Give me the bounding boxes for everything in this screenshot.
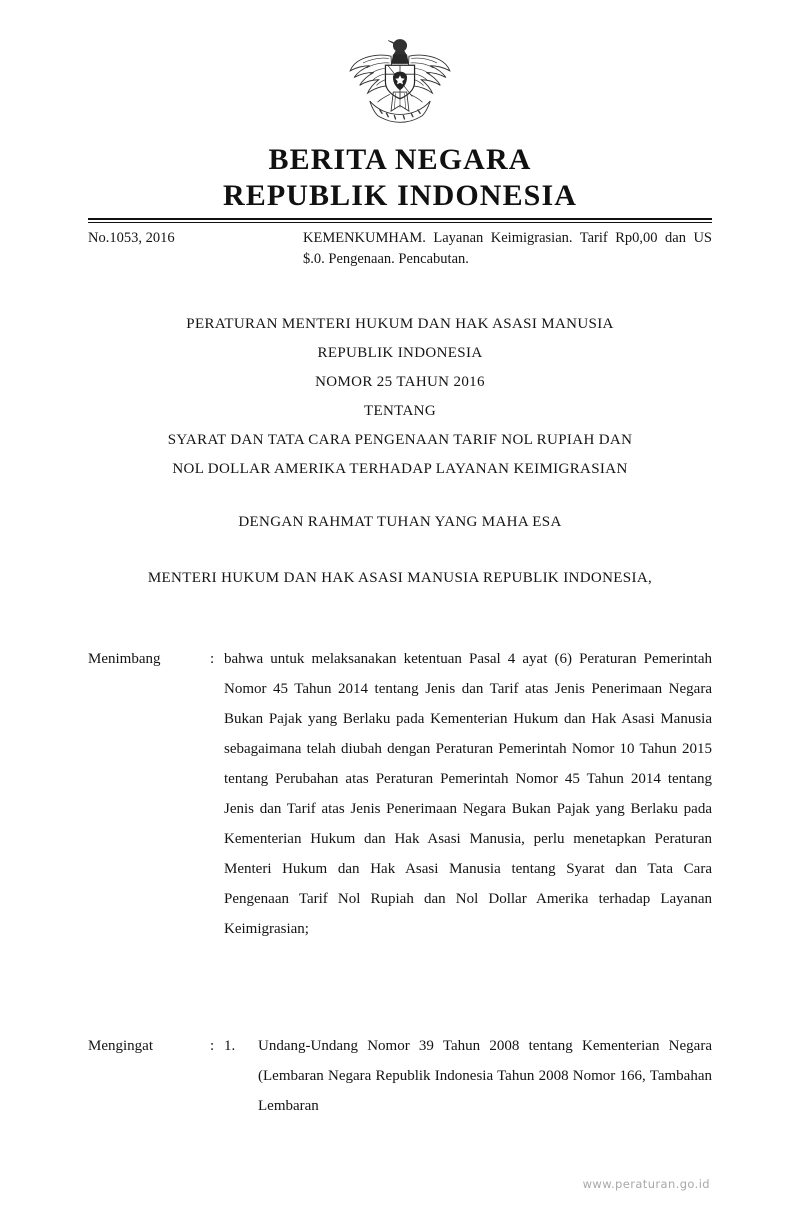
- header-divider: [88, 218, 712, 223]
- title-line-2: REPUBLIK INDONESIA: [317, 345, 483, 361]
- clause-menimbang-body: bahwa untuk melaksanakan ketentuan Pasal 4 ayat (6) Peraturan Pemerintah Nomor 45 Tahun 2014 tentang Jenis dan Tarif atas Jenis Penerimaan Negara Bukan Pajak yang Berlaku pada Kementerian Hukum dan Hak Asasi Manusia sebagaimana telah diubah dengan Peraturan Pemerintah Nomor 10 Tahun 2015 tentang Perubahan atas Peraturan Pemerintah Nomor 45 Tahun 2014 tentang Jenis dan Tarif atas Jenis Penerimaan Negara Bukan Pajak yang Berlaku pada Kementerian Hukum dan Hak Asasi Manusia, perlu menetapkan Peraturan Menteri Hukum dan Hak Asasi Manusia tentang Syarat dan Tata Cara Pengenaan Tarif Nol Rupiah dan Nol Dollar Amerika terhadap Layanan Keimigrasian;: [224, 651, 712, 937]
- preamble-rahmat-tuhan: DENGAN RAHMAT TUHAN YANG MAHA ESA: [238, 514, 562, 530]
- clause-mengingat-colon: :: [210, 1038, 215, 1054]
- header-meta-row: [88, 228, 712, 270]
- title-line-subject-1: SYARAT DAN TATA CARA PENGENAAN TARIF NOL RUPIAH DAN: [167, 432, 633, 448]
- regulation-title-block: [0, 310, 800, 484]
- list-item-number: 1.: [224, 1038, 236, 1054]
- title-line-nomor: NOMOR 25 TAHUN 2016: [315, 374, 485, 390]
- list-item: [224, 1031, 712, 1121]
- masthead-line-berita-negara: BERITA NEGARA: [268, 143, 532, 176]
- title-line-subject-2: NOL DOLLAR AMERIKA TERHADAP LAYANAN KEIMIGRASIAN: [172, 461, 628, 477]
- gazette-subject: KEMENKUMHAM. Layanan Keimigrasian. Tarif Rp0,00 dan US $.0. Pengenaan. Pencabutan.: [303, 230, 712, 267]
- clause-mengingat: [88, 1031, 712, 1121]
- header-divider-thick: [88, 218, 712, 220]
- title-line-tentang: TENTANG: [363, 403, 437, 419]
- clause-menimbang-colon: :: [210, 651, 215, 667]
- emblem-container: [0, 26, 800, 143]
- clause-menimbang-label: Menimbang: [88, 651, 161, 667]
- preamble-menteri: MENTERI HUKUM DAN HAK ASASI MANUSIA REPUBLIK INDONESIA,: [147, 570, 653, 586]
- preamble-block: [0, 508, 800, 592]
- preamble-spacer: [0, 536, 800, 564]
- clause-mengingat-label: Mengingat: [88, 1038, 153, 1054]
- garuda-pancasila-emblem-icon: [344, 26, 456, 138]
- footer-watermark: www.peraturan.go.id: [582, 1177, 710, 1191]
- masthead: [0, 142, 800, 214]
- clause-menimbang: [88, 644, 712, 944]
- gazette-number: No.1053, 2016: [88, 230, 175, 246]
- header-divider-thin: [88, 222, 712, 223]
- title-line-1: PERATURAN MENTERI HUKUM DAN HAK ASASI MANUSIA: [186, 316, 614, 332]
- clause-mengingat-body: [224, 1031, 712, 1121]
- list-item-text: Undang-Undang Nomor 39 Tahun 2008 tentang Kementerian Negara (Lembaran Negara Republik Indonesia Tahun 2008 Nomor 166, Tambahan Lembaran: [258, 1038, 712, 1114]
- masthead-line-republik-indonesia: REPUBLIK INDONESIA: [222, 179, 578, 212]
